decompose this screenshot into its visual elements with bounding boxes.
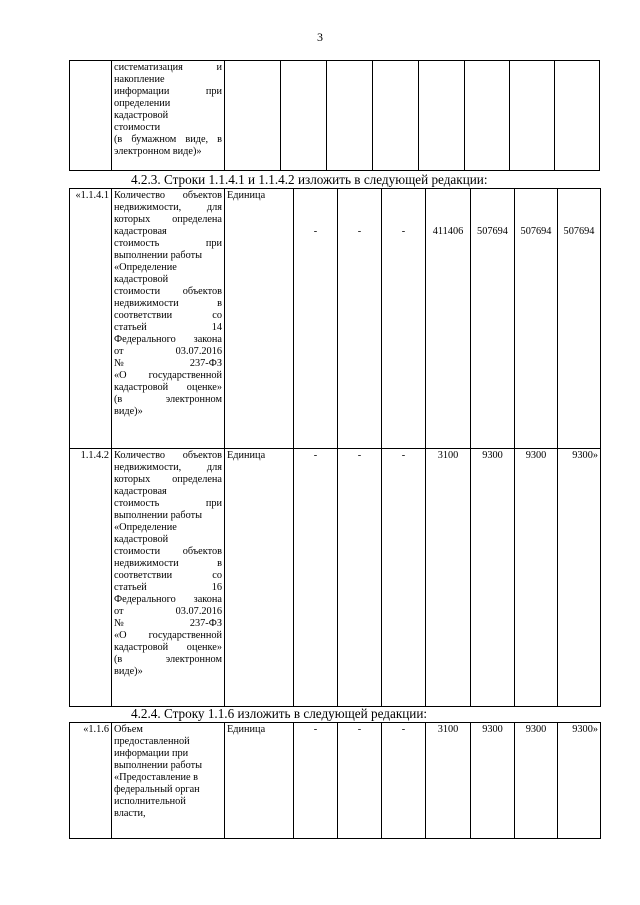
value-cell — [471, 189, 515, 449]
table-row — [70, 723, 601, 839]
description-line: информации при — [114, 86, 222, 97]
table-section-1 — [69, 188, 601, 707]
description-line: стоимости — [114, 122, 161, 133]
value-cell: 9300 — [471, 723, 515, 839]
code-cell — [70, 61, 112, 171]
description-line: кадастровой — [114, 274, 169, 285]
description-line: соответствии со — [114, 570, 222, 581]
row-code: «1.1.6 — [70, 723, 112, 839]
value-cell — [382, 189, 426, 449]
value-text: - — [313, 226, 318, 237]
description-line: от 03.07.2016 — [114, 346, 222, 357]
description-line: (в электронном — [114, 654, 222, 665]
value-cell: 9300» — [558, 449, 601, 707]
value-cell: - — [294, 723, 338, 839]
value-text: - — [357, 226, 362, 237]
value-cell: 9300 — [515, 723, 558, 839]
value-cell: - — [338, 449, 382, 707]
description-line: «О государственной — [114, 370, 222, 381]
value-cell: - — [294, 449, 338, 707]
description-line: исполнительной — [114, 796, 186, 807]
description-line: «Предоставление в — [114, 772, 199, 783]
description-cell — [112, 189, 225, 449]
description-line: выполнении работы — [114, 250, 203, 261]
description-line: статьей 14 — [114, 322, 222, 333]
description-line: определении — [114, 98, 171, 109]
value-cell: 3100 — [426, 449, 471, 707]
description-line: статьей 16 — [114, 582, 222, 593]
description-line: «О государственной — [114, 630, 222, 641]
description-line: кадастровой оценке» — [114, 642, 222, 653]
description-line: (в бумажном виде, в — [114, 134, 222, 145]
value-cell: 9300 — [515, 449, 558, 707]
value-cell: - — [382, 449, 426, 707]
description-line: стоимости объектов — [114, 286, 222, 297]
description-line: № 237-ФЗ — [114, 618, 222, 629]
description-line: федеральный орган — [114, 784, 200, 795]
description-line: стоимость при — [114, 238, 222, 249]
table-section-2 — [69, 722, 601, 839]
description-line: от 03.07.2016 — [114, 606, 222, 617]
section-heading-4-2-4: 4.2.4. Строку 1.1.6 изложить в следующей редакции: — [131, 706, 428, 721]
description-line: информации при — [114, 748, 189, 759]
description-line: недвижимости, для — [114, 462, 222, 473]
description-line: выполнении работы — [114, 760, 203, 771]
description-line: (в электронном — [114, 394, 222, 405]
description-line: Количество объектов — [114, 450, 222, 461]
table-row — [70, 189, 601, 449]
value-cell: - — [382, 723, 426, 839]
page-number: 3 — [317, 30, 323, 44]
value-cell: 9300» — [558, 723, 601, 839]
description-line: Федерального закона — [114, 334, 222, 345]
description-line: Количество объектов — [114, 190, 222, 201]
value-text: - — [401, 226, 406, 237]
description-line: которых определена — [114, 214, 222, 225]
table-row — [70, 449, 601, 707]
description-cell — [112, 61, 225, 171]
value-cell: 3100 — [426, 723, 471, 839]
unit-cell: Единица — [225, 449, 294, 707]
value-cell — [426, 189, 471, 449]
value-cell: - — [338, 723, 382, 839]
description-cell — [112, 723, 225, 839]
value-cell — [294, 189, 338, 449]
description-line: Объем — [114, 724, 143, 735]
value-cell — [419, 61, 465, 171]
value-text: 507694 — [520, 226, 552, 237]
description-line: систематизация и — [114, 62, 222, 73]
description-line: кадастровой — [114, 110, 169, 121]
value-text: 507694 — [477, 226, 508, 237]
description-line: кадастровая — [114, 486, 167, 497]
row-code: 1.1.4.2 — [70, 449, 112, 707]
value-cell — [327, 61, 373, 171]
unit-cell: Единица — [225, 723, 294, 839]
value-cell — [558, 189, 601, 449]
description-line: «Определение — [114, 262, 177, 273]
table-row — [70, 61, 600, 171]
description-line: стоимость при — [114, 498, 222, 509]
description-line: недвижимости, для — [114, 202, 222, 213]
value-cell — [510, 61, 555, 171]
value-cell — [338, 189, 382, 449]
description-line: «Определение — [114, 522, 177, 533]
value-cell — [281, 61, 327, 171]
value-cell — [373, 61, 419, 171]
unit-cell — [225, 61, 281, 171]
description-line: выполнении работы — [114, 510, 203, 521]
description-line: недвижимости в — [114, 558, 222, 569]
description-line: кадастровой оценке» — [114, 382, 222, 393]
table-continuation — [69, 60, 600, 171]
description-line: предоставленной — [114, 736, 190, 747]
description-cell — [112, 449, 225, 707]
value-cell — [465, 61, 510, 171]
value-text: 411406 — [432, 226, 464, 237]
value-cell — [515, 189, 558, 449]
unit-cell: Единица — [225, 189, 294, 449]
section-heading-4-2-3: 4.2.3. Строки 1.1.4.1 и 1.1.4.2 изложить в следующей редакции: — [131, 172, 488, 187]
description-line: виде)» — [114, 406, 143, 417]
description-line: которых определена — [114, 474, 222, 485]
value-text: 507694 — [563, 226, 595, 237]
description-line: накопление — [114, 74, 165, 85]
value-cell: 9300 — [471, 449, 515, 707]
description-line: № 237-ФЗ — [114, 358, 222, 369]
description-line: стоимости объектов — [114, 546, 222, 557]
description-line: недвижимости в — [114, 298, 222, 309]
description-line: кадастровая — [114, 226, 167, 237]
value-cell — [555, 61, 600, 171]
description-line: соответствии со — [114, 310, 222, 321]
description-line: власти, — [114, 808, 146, 819]
description-line: Федерального закона — [114, 594, 222, 605]
description-line: кадастровой — [114, 534, 169, 545]
description-line: виде)» — [114, 666, 143, 677]
description-line: электронном виде)» — [114, 146, 202, 157]
row-code: «1.1.4.1 — [70, 189, 112, 449]
